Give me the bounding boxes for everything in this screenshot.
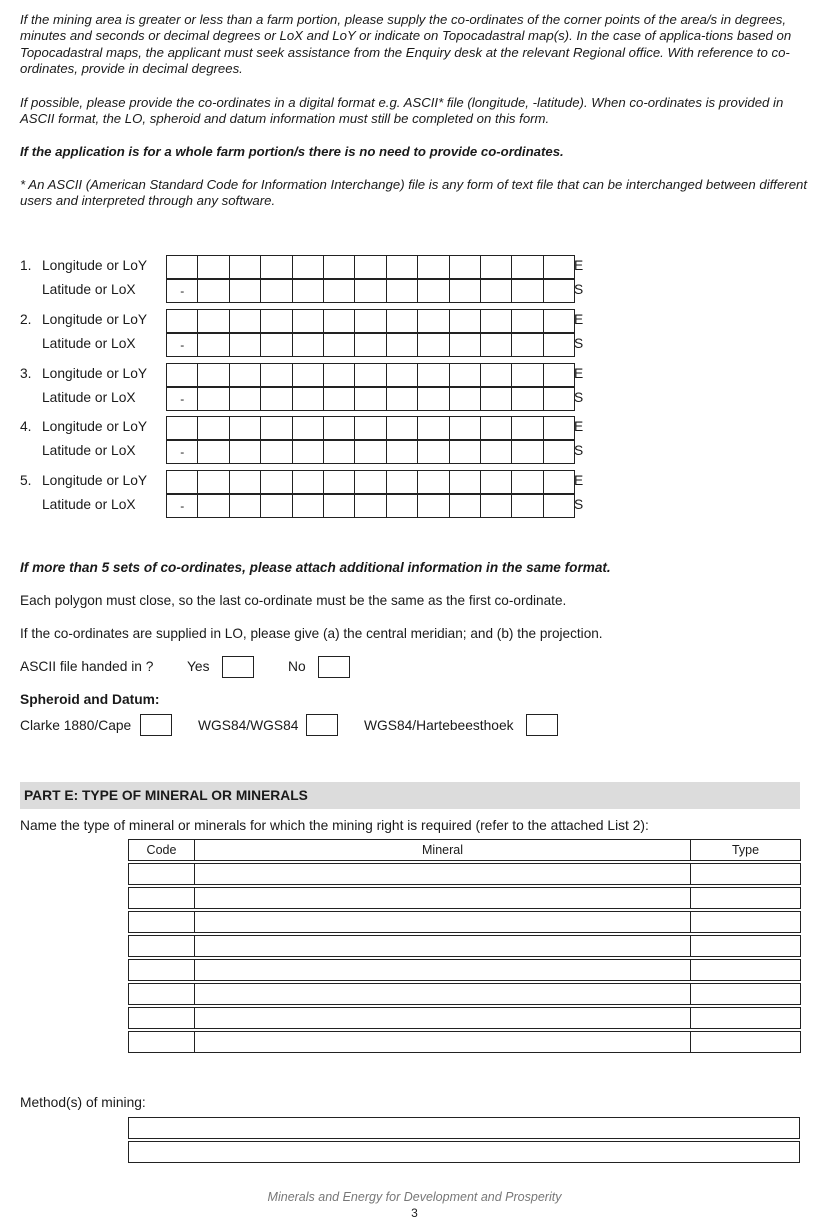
polygon-note: Each polygon must close, so the last co-ordinate must be the same as the first co-ordinate. xyxy=(20,593,567,608)
coordinate-cells xyxy=(166,440,574,464)
code-cell[interactable] xyxy=(129,888,195,909)
mineral-cell[interactable] xyxy=(195,864,691,885)
coordinate-digit-cell[interactable] xyxy=(260,416,292,440)
table-row xyxy=(129,936,801,957)
coordinate-row-5-lon xyxy=(0,470,829,494)
coordinate-digit-cell[interactable] xyxy=(417,416,449,440)
ascii-question: ASCII file handed in ? xyxy=(20,659,154,674)
coordinate-digit-cell[interactable] xyxy=(511,440,543,464)
coordinate-digit-cell[interactable] xyxy=(354,416,386,440)
spheroid-heading: Spheroid and Datum: xyxy=(20,692,160,707)
coordinate-digit-cell[interactable] xyxy=(323,440,355,464)
mineral-cell[interactable] xyxy=(195,1008,691,1029)
coordinate-row-4-lon xyxy=(0,416,829,440)
mineral-cell[interactable] xyxy=(195,984,691,1005)
coordinate-digit-cell[interactable] xyxy=(229,309,261,333)
ascii-no-label: No xyxy=(288,659,306,674)
coordinate-digit-cell[interactable] xyxy=(480,363,512,387)
coordinate-row-1-lat xyxy=(0,279,829,303)
coordinate-digit-cell[interactable] xyxy=(386,494,418,518)
coordinate-digit-cell[interactable] xyxy=(386,309,418,333)
coordinate-row-3-lat xyxy=(0,387,829,411)
coordinate-digit-cell[interactable] xyxy=(197,255,229,279)
coordinate-digit-cell[interactable] xyxy=(197,279,229,303)
type-cell[interactable] xyxy=(691,912,801,933)
footer-slogan: Minerals and Energy for Development and Prosperity xyxy=(267,1190,562,1204)
coordinate-digit-cell[interactable] xyxy=(292,494,324,518)
code-cell[interactable] xyxy=(129,960,195,981)
coordinate-digit-cell[interactable] xyxy=(543,333,575,357)
coordinate-digit-cell[interactable] xyxy=(354,494,386,518)
coordinate-cells xyxy=(166,387,574,411)
coordinate-digit-cell[interactable] xyxy=(511,333,543,357)
coordinate-digit-cell[interactable] xyxy=(323,333,355,357)
coordinate-set-number: 2. xyxy=(20,312,32,327)
column-header-type: Type xyxy=(691,840,801,861)
coordinate-row-1-lon xyxy=(0,255,829,279)
coordinate-digit-cell[interactable] xyxy=(166,470,198,494)
coordinate-digit-cell[interactable] xyxy=(449,333,481,357)
coordinate-digit-cell[interactable] xyxy=(166,255,198,279)
coordinate-digit-cell[interactable] xyxy=(354,279,386,303)
coordinate-row-5-lat xyxy=(0,494,829,518)
coordinate-digit-cell[interactable] xyxy=(480,440,512,464)
coordinate-digit-cell[interactable] xyxy=(197,387,229,411)
coordinate-digit-cell[interactable] xyxy=(354,387,386,411)
coordinate-row-2-lat xyxy=(0,333,829,357)
south-indicator: S xyxy=(574,497,584,512)
coordinate-digit-cell[interactable] xyxy=(197,363,229,387)
coordinate-digit-cell[interactable] xyxy=(323,416,355,440)
coordinate-digit-cell[interactable] xyxy=(417,255,449,279)
coordinate-digit-cell[interactable] xyxy=(197,440,229,464)
coordinate-digit-cell[interactable] xyxy=(292,363,324,387)
coordinate-digit-cell[interactable] xyxy=(511,387,543,411)
coordinate-digit-cell[interactable] xyxy=(449,279,481,303)
latitude-minus-cell[interactable]: - xyxy=(166,494,198,518)
coordinate-cells xyxy=(166,363,574,387)
coordinate-digit-cell[interactable] xyxy=(449,440,481,464)
coordinate-digit-cell[interactable] xyxy=(260,363,292,387)
coordinate-digit-cell[interactable] xyxy=(386,387,418,411)
coordinate-digit-cell[interactable] xyxy=(417,494,449,518)
type-cell[interactable] xyxy=(691,1032,801,1053)
spheroid-option-wgs84-label: WGS84/WGS84 xyxy=(198,718,299,733)
longitude-label: Longitude or LoY xyxy=(42,419,148,434)
coordinate-digit-cell[interactable] xyxy=(417,333,449,357)
coordinate-digit-cell[interactable] xyxy=(543,279,575,303)
coordinate-digit-cell[interactable] xyxy=(229,387,261,411)
coordinate-cells xyxy=(166,416,574,440)
coordinate-digit-cell[interactable] xyxy=(354,470,386,494)
coordinate-digit-cell[interactable] xyxy=(511,363,543,387)
coordinate-digit-cell[interactable] xyxy=(229,416,261,440)
spheroid-wgs84-checkbox[interactable] xyxy=(306,714,338,736)
coordinate-digit-cell[interactable] xyxy=(417,387,449,411)
coordinate-digit-cell[interactable] xyxy=(229,279,261,303)
east-indicator: E xyxy=(574,473,584,488)
coordinate-digit-cell[interactable] xyxy=(480,416,512,440)
east-indicator: E xyxy=(574,258,584,273)
code-cell[interactable] xyxy=(129,912,195,933)
minerals-table xyxy=(128,839,801,1053)
latitude-label: Latitude or LoX xyxy=(42,390,136,405)
coordinate-digit-cell[interactable] xyxy=(543,309,575,333)
coordinate-digit-cell[interactable] xyxy=(511,279,543,303)
coordinate-cells xyxy=(166,279,574,303)
coordinate-digit-cell[interactable] xyxy=(260,279,292,303)
coordinate-digit-cell[interactable] xyxy=(480,309,512,333)
coordinate-digit-cell[interactable] xyxy=(417,440,449,464)
coordinate-row-3-lon xyxy=(0,363,829,387)
ascii-no-checkbox[interactable] xyxy=(318,656,350,678)
coordinate-digit-cell[interactable] xyxy=(292,309,324,333)
code-cell[interactable] xyxy=(129,936,195,957)
coordinate-digit-cell[interactable] xyxy=(323,494,355,518)
latitude-label: Latitude or LoX xyxy=(42,497,136,512)
method-input-1[interactable] xyxy=(128,1117,800,1139)
coordinate-digit-cell[interactable] xyxy=(260,255,292,279)
mineral-cell[interactable] xyxy=(195,1032,691,1053)
ascii-yes-checkbox[interactable] xyxy=(222,656,254,678)
coordinate-digit-cell[interactable] xyxy=(386,440,418,464)
latitude-label: Latitude or LoX xyxy=(42,336,136,351)
type-cell[interactable] xyxy=(691,864,801,885)
coordinate-digit-cell[interactable] xyxy=(292,255,324,279)
coordinate-digit-cell[interactable] xyxy=(386,363,418,387)
longitude-label: Longitude or LoY xyxy=(42,366,148,381)
coordinate-digit-cell[interactable] xyxy=(166,416,198,440)
coordinate-digit-cell[interactable] xyxy=(197,333,229,357)
coordinate-set-number: 5. xyxy=(20,473,32,488)
coordinate-digit-cell[interactable] xyxy=(197,494,229,518)
intro-paragraph-1: If the mining area is greater or less than a farm portion, please supply the co-ordinates of the corner points of the area/s in degrees, minutes and seconds or decimal degrees or LoX and LoY or indicate on Topocadastral map(s). In the case of applica-tions based on Topocadastral maps, the applicant must seek assistance from the Enquiry desk at the relevant Regional office. With reference to co-ordinates, provide in decimal degrees. xyxy=(20,12,792,76)
coordinate-digit-cell[interactable] xyxy=(354,333,386,357)
coordinate-digit-cell[interactable] xyxy=(449,309,481,333)
ascii-yes-label: Yes xyxy=(187,659,210,674)
coordinate-digit-cell[interactable] xyxy=(197,470,229,494)
coordinate-digit-cell[interactable] xyxy=(323,387,355,411)
coordinate-set-number: 3. xyxy=(20,366,32,381)
coordinate-digit-cell[interactable] xyxy=(449,494,481,518)
type-cell[interactable] xyxy=(691,888,801,909)
mineral-cell[interactable] xyxy=(195,912,691,933)
coordinate-digit-cell[interactable] xyxy=(386,279,418,303)
coordinate-digit-cell[interactable] xyxy=(417,363,449,387)
latitude-minus-cell[interactable]: - xyxy=(166,440,198,464)
coordinate-digit-cell[interactable] xyxy=(229,494,261,518)
latitude-minus-cell[interactable]: - xyxy=(166,387,198,411)
coordinate-cells xyxy=(166,255,574,279)
latitude-minus-cell[interactable]: - xyxy=(166,279,198,303)
coordinate-digit-cell[interactable] xyxy=(480,494,512,518)
spheroid-clarke-checkbox[interactable] xyxy=(140,714,172,736)
coordinate-digit-cell[interactable] xyxy=(323,255,355,279)
coordinate-digit-cell[interactable] xyxy=(449,255,481,279)
east-indicator: E xyxy=(574,312,584,327)
coordinate-digit-cell[interactable] xyxy=(197,309,229,333)
coordinate-digit-cell[interactable] xyxy=(229,255,261,279)
coordinate-cells xyxy=(166,494,574,518)
coordinate-digit-cell[interactable] xyxy=(386,333,418,357)
code-cell[interactable] xyxy=(129,864,195,885)
coordinate-digit-cell[interactable] xyxy=(292,333,324,357)
coordinate-digit-cell[interactable] xyxy=(543,470,575,494)
coordinate-digit-cell[interactable] xyxy=(511,309,543,333)
coordinate-digit-cell[interactable] xyxy=(323,279,355,303)
coordinate-digit-cell[interactable] xyxy=(354,255,386,279)
table-row xyxy=(129,960,801,981)
coordinate-cells xyxy=(166,333,574,357)
coordinate-digit-cell[interactable] xyxy=(543,255,575,279)
coordinate-digit-cell[interactable] xyxy=(260,440,292,464)
coordinate-digit-cell[interactable] xyxy=(292,470,324,494)
coordinate-digit-cell[interactable] xyxy=(480,333,512,357)
east-indicator: E xyxy=(574,366,584,381)
longitude-label: Longitude or LoY xyxy=(42,258,148,273)
coordinate-digit-cell[interactable] xyxy=(480,255,512,279)
coordinate-digit-cell[interactable] xyxy=(229,470,261,494)
coordinate-digit-cell[interactable] xyxy=(386,416,418,440)
part-e-title: PART E: TYPE OF MINERAL OR MINERALS xyxy=(24,788,308,803)
code-cell[interactable] xyxy=(129,1032,195,1053)
table-row xyxy=(129,1008,801,1029)
column-header-mineral: Mineral xyxy=(195,840,691,861)
mineral-cell[interactable] xyxy=(195,888,691,909)
coordinate-digit-cell[interactable] xyxy=(354,363,386,387)
method-label: Method(s) of mining: xyxy=(20,1095,146,1110)
south-indicator: S xyxy=(574,336,584,351)
coordinate-digit-cell[interactable] xyxy=(166,363,198,387)
coordinate-digit-cell[interactable] xyxy=(292,387,324,411)
coordinate-digit-cell[interactable] xyxy=(229,363,261,387)
spheroid-option-hartebeesthoek-label: WGS84/Hartebeesthoek xyxy=(364,718,514,733)
east-indicator: E xyxy=(574,419,584,434)
coordinate-cells xyxy=(166,470,574,494)
coordinate-digit-cell[interactable] xyxy=(511,470,543,494)
coordinate-set-number: 4. xyxy=(20,419,32,434)
latitude-label: Latitude or LoX xyxy=(42,282,136,297)
coordinate-cells xyxy=(166,309,574,333)
coordinate-row-2-lon xyxy=(0,309,829,333)
coordinate-digit-cell[interactable] xyxy=(292,440,324,464)
south-indicator: S xyxy=(574,390,584,405)
coordinate-digit-cell[interactable] xyxy=(417,309,449,333)
south-indicator: S xyxy=(574,282,584,297)
coordinate-digit-cell[interactable] xyxy=(449,363,481,387)
coordinate-digit-cell[interactable] xyxy=(354,309,386,333)
coordinate-digit-cell[interactable] xyxy=(480,387,512,411)
coordinate-digit-cell[interactable] xyxy=(543,387,575,411)
coordinate-digit-cell[interactable] xyxy=(449,387,481,411)
coordinate-digit-cell[interactable] xyxy=(543,494,575,518)
coordinate-digit-cell[interactable] xyxy=(449,416,481,440)
intro-paragraph-2: If possible, please provide the co-ordinates in a digital format e.g. ASCII* file (longitude, -latitude). When co-ordinates is provided in ASCII format, the LO, spheroid and datum information must still be completed on this form. xyxy=(20,95,784,127)
coordinate-digit-cell[interactable] xyxy=(292,279,324,303)
coordinate-digit-cell[interactable] xyxy=(323,470,355,494)
coordinate-digit-cell[interactable] xyxy=(480,470,512,494)
coordinate-digit-cell[interactable] xyxy=(260,333,292,357)
table-row xyxy=(129,888,801,909)
coordinate-digit-cell[interactable] xyxy=(417,279,449,303)
coordinate-set-number: 1. xyxy=(20,258,32,273)
coordinate-digit-cell[interactable] xyxy=(480,279,512,303)
type-cell[interactable] xyxy=(691,960,801,981)
type-cell[interactable] xyxy=(691,984,801,1005)
intro-paragraph-4: * An ASCII (American Standard Code for Information Interchange) file is any form of text file that can be interchanged between different users and interpreted through any software. xyxy=(20,177,808,209)
latitude-label: Latitude or LoX xyxy=(42,443,136,458)
coordinate-digit-cell[interactable] xyxy=(260,494,292,518)
latitude-minus-cell[interactable]: - xyxy=(166,333,198,357)
coordinate-digit-cell[interactable] xyxy=(417,470,449,494)
longitude-label: Longitude or LoY xyxy=(42,312,148,327)
coordinate-digit-cell[interactable] xyxy=(292,416,324,440)
table-row xyxy=(129,912,801,933)
more-sets-note: If more than 5 sets of co-ordinates, please attach additional information in the same format. xyxy=(20,560,611,575)
spheroid-hartebeesthoek-checkbox[interactable] xyxy=(526,714,558,736)
coordinate-digit-cell[interactable] xyxy=(543,363,575,387)
table-row xyxy=(129,1032,801,1053)
coordinate-digit-cell[interactable] xyxy=(511,416,543,440)
column-header-code: Code xyxy=(129,840,195,861)
mineral-cell[interactable] xyxy=(195,960,691,981)
coordinate-digit-cell[interactable] xyxy=(229,440,261,464)
coordinate-digit-cell[interactable] xyxy=(229,333,261,357)
coordinate-digit-cell[interactable] xyxy=(386,470,418,494)
coordinate-digit-cell[interactable] xyxy=(449,470,481,494)
coordinate-digit-cell[interactable] xyxy=(323,363,355,387)
south-indicator: S xyxy=(574,443,584,458)
coordinate-digit-cell[interactable] xyxy=(511,255,543,279)
spheroid-option-clarke-label: Clarke 1880/Cape xyxy=(20,718,132,733)
coordinate-digit-cell[interactable] xyxy=(543,440,575,464)
part-e-instruction: Name the type of mineral or minerals for which the mining right is required (refer to the attached List 2): xyxy=(20,818,649,833)
table-row xyxy=(129,864,801,885)
code-cell[interactable] xyxy=(129,1008,195,1029)
coordinate-digit-cell[interactable] xyxy=(386,255,418,279)
coordinate-digit-cell[interactable] xyxy=(197,416,229,440)
coordinate-row-4-lat xyxy=(0,440,829,464)
coordinate-digit-cell[interactable] xyxy=(354,440,386,464)
coordinate-digit-cell[interactable] xyxy=(543,416,575,440)
longitude-label: Longitude or LoY xyxy=(42,473,148,488)
coordinate-digit-cell[interactable] xyxy=(260,387,292,411)
coordinate-digit-cell[interactable] xyxy=(260,309,292,333)
type-cell[interactable] xyxy=(691,936,801,957)
table-row xyxy=(129,984,801,1005)
mineral-cell[interactable] xyxy=(195,936,691,957)
code-cell[interactable] xyxy=(129,984,195,1005)
part-e-header xyxy=(20,782,800,809)
method-input-2[interactable] xyxy=(128,1141,800,1163)
type-cell[interactable] xyxy=(691,1008,801,1029)
coordinate-digit-cell[interactable] xyxy=(260,470,292,494)
lo-note: If the co-ordinates are supplied in LO, please give (a) the central meridian; and (b) the projection. xyxy=(20,626,603,641)
page-number: 3 xyxy=(411,1206,418,1220)
intro-paragraph-3: If the application is for a whole farm portion/s there is no need to provide co-ordinates. xyxy=(20,144,564,159)
coordinate-digit-cell[interactable] xyxy=(511,494,543,518)
coordinate-digit-cell[interactable] xyxy=(166,309,198,333)
coordinate-digit-cell[interactable] xyxy=(323,309,355,333)
